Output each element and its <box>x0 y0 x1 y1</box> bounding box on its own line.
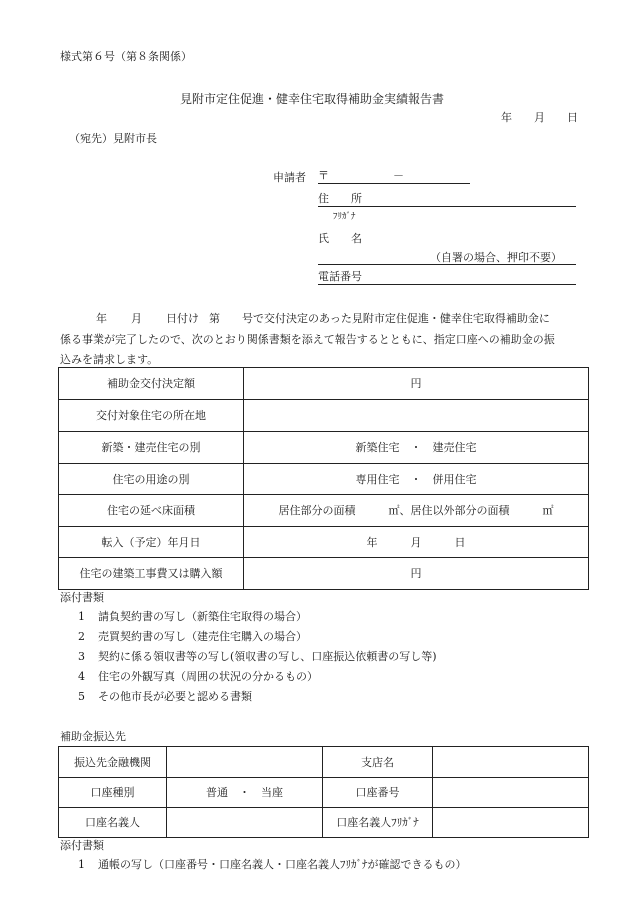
body-month: 月 <box>131 312 142 325</box>
row-label: 交付対象住宅の所在地 <box>59 400 244 432</box>
phone-label: 電話番号 <box>318 270 362 283</box>
date-day-label: 日 <box>567 111 578 124</box>
row-label: 住宅の用途の別 <box>59 464 244 495</box>
row-value-field[interactable]: 新築住宅 ・ 建売住宅 <box>244 432 589 464</box>
name-label: 氏 名 <box>318 232 362 245</box>
list-item <box>78 671 318 682</box>
date-month-label: 月 <box>534 111 545 124</box>
body-line-3: 込みを請求します。 <box>60 353 159 366</box>
document-title: 見附市定住促進・健幸住宅取得補助金実績報告書 <box>180 92 445 106</box>
bank-heading: 補助金振込先 <box>60 730 126 743</box>
account-holder-kana-label: 口座名義人ﾌﾘｶﾞﾅ <box>323 808 433 838</box>
furigana-label: ﾌﾘｶﾞﾅ <box>333 212 356 222</box>
address-line[interactable] <box>318 206 576 207</box>
report-date <box>501 112 578 123</box>
row-value-field[interactable] <box>244 400 589 432</box>
account-type-label: 口座種別 <box>59 778 167 808</box>
postal-dash: － <box>393 169 404 182</box>
table-row <box>59 558 589 590</box>
address-label: 住 所 <box>318 192 362 205</box>
signature-note: （自署の場合、押印不要） <box>430 251 562 264</box>
branch-field[interactable] <box>433 747 589 778</box>
list-item-text: 通帳の写し（口座番号・口座名義人・口座名義人ﾌﾘｶﾞﾅが確認できるもの） <box>98 858 467 871</box>
branch-label: 支店名 <box>323 747 433 778</box>
attachments2-heading: 添付書類 <box>60 839 104 852</box>
form-number: 様式第６号（第８条関係） <box>60 50 192 63</box>
list-item-number: 5 <box>78 690 85 703</box>
row-value-field[interactable]: 年 月 日 <box>244 527 589 558</box>
list-item-number: 2 <box>78 630 85 643</box>
body-day-suffix: 日付け <box>166 312 199 325</box>
attachments-heading: 添付書類 <box>60 591 104 604</box>
date-year-label: 年 <box>501 111 512 124</box>
table-row <box>59 400 589 432</box>
list-item-text: 住宅の外観写真（周囲の状況の分かるもの） <box>98 670 318 683</box>
name-line[interactable] <box>318 264 576 265</box>
list-item-number: 1 <box>78 610 85 623</box>
list-item-number: 4 <box>78 670 85 683</box>
account-number-field[interactable] <box>433 778 589 808</box>
list-item <box>78 651 437 662</box>
institution-label: 振込先金融機関 <box>59 747 167 778</box>
table-row <box>59 464 589 495</box>
body-year: 年 <box>96 312 107 325</box>
postal-code-line[interactable] <box>318 183 470 184</box>
phone-line[interactable] <box>318 284 576 285</box>
body-no-prefix: 第 <box>209 312 220 325</box>
list-item-number: 3 <box>78 650 85 663</box>
account-holder-field[interactable] <box>167 808 323 838</box>
row-value-field[interactable]: 円 <box>244 368 589 400</box>
list-item <box>78 611 307 622</box>
list-item-text: 契約に係る領収書等の写し(領収書の写し、口座振込依頼書の写し等) <box>98 650 437 663</box>
body-line-2: 係る事業が完了したので、次のとおり関係書類を添えて報告するとともに、指定口座への補助金の振 <box>60 333 555 346</box>
list-item <box>78 691 252 702</box>
body-line-1 <box>60 313 550 324</box>
account-holder-label: 口座名義人 <box>59 808 167 838</box>
row-label: 住宅の延べ床面積 <box>59 495 244 527</box>
institution-field[interactable] <box>167 747 323 778</box>
applicant-label: 申請者 <box>273 171 306 184</box>
row-value-field[interactable]: 円 <box>244 558 589 590</box>
list-item-text: 請負契約書の写し（新築住宅取得の場合） <box>98 610 307 623</box>
addressee: （宛先）見附市長 <box>69 132 157 145</box>
postal-mark: 〒 <box>318 169 329 182</box>
list-item-number: 1 <box>78 858 85 871</box>
table-row <box>59 368 589 400</box>
account-number-label: 口座番号 <box>323 778 433 808</box>
row-label: 新築・建売住宅の別 <box>59 432 244 464</box>
bank-table <box>58 746 589 838</box>
row-value-field[interactable]: 専用住宅 ・ 併用住宅 <box>244 464 589 495</box>
subsidy-info-table <box>58 367 589 590</box>
row-value-field[interactable]: 居住部分の面積 ㎡、居住以外部分の面積 ㎡ <box>244 495 589 527</box>
list-item <box>78 631 307 642</box>
body-rest: 号で交付決定のあった見附市定住促進・健幸住宅取得補助金に <box>242 312 550 325</box>
table-row <box>59 495 589 527</box>
account-type-field[interactable]: 普通 ・ 当座 <box>167 778 323 808</box>
list-item <box>78 859 467 870</box>
row-label: 住宅の建築工事費又は購入額 <box>59 558 244 590</box>
list-item-text: 売買契約書の写し（建売住宅購入の場合） <box>98 630 307 643</box>
row-label: 補助金交付決定額 <box>59 368 244 400</box>
account-holder-kana-field[interactable] <box>433 808 589 838</box>
table-row <box>59 527 589 558</box>
row-label: 転入（予定）年月日 <box>59 527 244 558</box>
list-item-text: その他市長が必要と認める書類 <box>98 690 252 703</box>
table-row <box>59 432 589 464</box>
